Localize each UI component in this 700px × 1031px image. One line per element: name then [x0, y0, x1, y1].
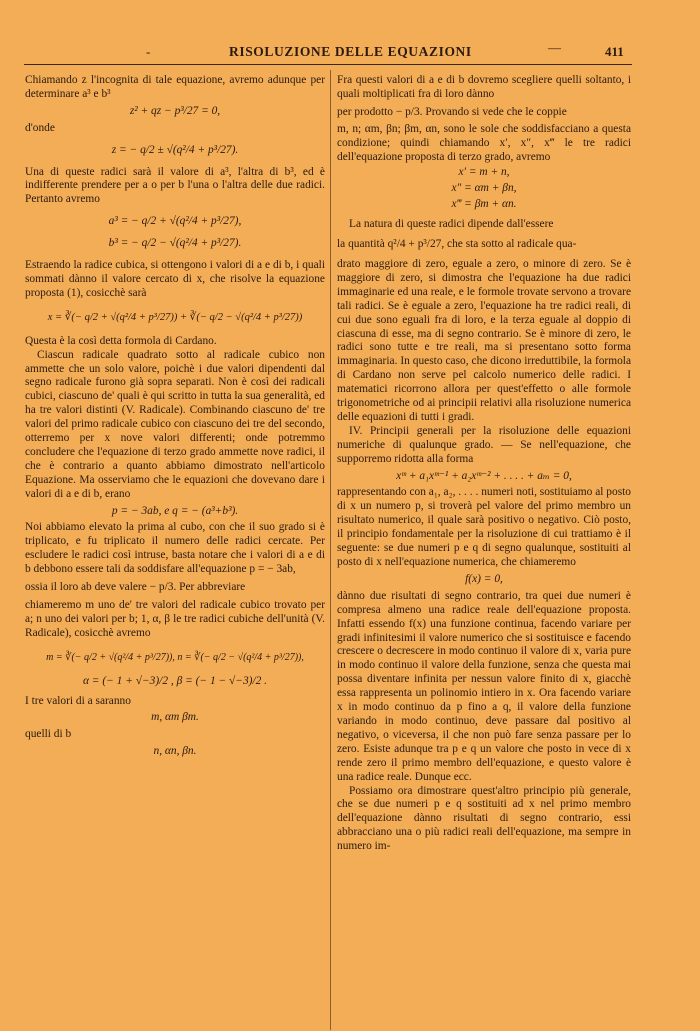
equation: p = − 3ab, e q = − (a³+b³).	[111, 504, 239, 517]
paragraph: Noi abbiamo elevato la prima al cubo, con che il suo grado si è triplicato, e fu triplicato il numero delle radici cercate. Per escludere le radici così intruse, basta notare che i valori di a e di b debbono essere tali da soddisfare all'equazione p = − 3ab,	[25, 521, 325, 576]
equation: x′ = m + n,	[458, 166, 510, 179]
paragraph: per prodotto − p/3. Provando si vede che le coppie	[337, 105, 567, 118]
equation: m = ∛(− q/2 + √(q²/4 + p³/27)), n = ∛(− q/2 − √(q²/4 + p³/27)),	[46, 651, 304, 663]
paragraph: Ciascun radicale quadrato sotto al radicale cubico non ammette che un solo valore, poichè i due valori dipendenti dal segno radicale furono già sopra separati. Non è così dei radicali cubici, ciascuno de' quali è qui scritto in tutta la sua generalità, ed ha tre valori distinti (V. Radicale). Combinando ciascuno de' tre valori del primo radicale cubico con ciascuno dei tre del secondo, otterremo per x nove valori differenti; onde potremmo concludere che l'equazione di terzo grado ammette nove radici, il che è contrario a quanto abbiamo dimostrato nell'articolo Equazione. Ma osserviamo che le equazioni che dovevano dare i valori di a e di b, erano	[25, 348, 325, 500]
page-number: 411	[605, 44, 624, 59]
paragraph: Chiamando z l'incognita di tale equazione, avremo adunque per determinare a³ e b³	[25, 74, 325, 100]
running-header	[0, 40, 700, 64]
paragraph: drato maggiore di zero, eguale a zero, o minore di zero. Se è maggiore di zero, si dimostra che l'equazione ha due radici immaginarie ed una reale, e le formole trovate servono a trovare tali radici. Se è eguale a zero, l'equazione ha tre radici reali, di cui due sono eguali fra di loro, e la terza eguale al doppio di ciascuna di esse, ma di segno contrario. Se è minore di zero, le radici sono tutte e tre reali, ma si presentano sotto forma immaginaria. In questo caso, che dicono irreduttibile, la formola di Cardano non serve pel calcolo numerico delle radici. I matematici ricorrono allora per quest'effetto o alle formole trigonometriche od ai principii relativi alla risoluzione numerica delle equazioni di tutti i gradi.	[337, 257, 631, 423]
equation: n, αn, βn.	[153, 745, 197, 758]
paragraph: quelli di b	[25, 728, 72, 741]
paragraph: rappresentando con a₁, a₂, . . . . numeri noti, sostituiamo al posto di x un numero p, si troverà pel valore del primo membro un risultato numerico, il quale sarà positivo o negativo. Ciò posto, il principio fondamentale per la risoluzione di cui trattiamo è il seguente: se due numeri p e q di segno qualunque, sostituiti al posto di x nell'equazione numerica, che chiameremo	[337, 486, 631, 568]
paragraph: ossia il loro ab deve valere − p/3. Per abbreviare	[25, 581, 246, 594]
paragraph: I tre valori di a saranno	[25, 694, 131, 707]
header-dash: -	[146, 44, 151, 59]
equation: f(x) = 0,	[465, 572, 503, 585]
paragraph: la quantità q²/4 + p³/27, che sta sotto al radicale qua-	[337, 238, 577, 251]
paragraph: m, n; αm, βn; βm, αn, sono le sole che soddisfacciano a questa condizione; quindi chiamando x′, x″, x‴ le tre radici dell'equazione proposta di terzo grado, avremo	[337, 122, 631, 163]
equation: z = − q/2 ± √(q²/4 + p³/27).	[111, 143, 239, 156]
paragraph: Estraendo la radice cubica, si ottengono i valori di a e di b, i quali sommati dànno il valore cercato di x, che risolve la equazione proposta (1), cosicchè sarà	[25, 259, 325, 299]
equation: m, αm βm.	[151, 711, 199, 724]
header-dash-right: —	[548, 40, 561, 55]
equation: xᵐ + a₁xᵐ⁻¹ + a₂xᵐ⁻² + . . . . + aₘ = 0,	[396, 469, 572, 482]
paragraph: dànno due risultati di segno contrario, tra quei due numeri è compresa almeno una radice reale dell'equazione proposta. Infatti essendo f(x) una funzione continua, facendo variare per gradi infinitesimi il valore numerico che si sostituisce e facendo crescere o decrescere in modo continuo il valore di x, varia pure in modo continuo il valore della funzione, senza che questa mai possa diventare infinita per nessun valore finito di x, giacchè essa rappresenta un polinomio intiero in x. Ora facendo variare x in modo continuo da p fino a q, il valore della funzione variando in modo continuo, deve passare dal positivo al negativo, o viceversa, il che non può fare senza passare per lo zero. Esiste adunque tra p e q un valore che posto in vece di x rende zero il primo membro dell'equazione, e questo valore è una radice reale. Dunque ecc.	[337, 589, 631, 783]
paragraph: Possiamo ora dimostrare quest'altro principio più generale, che se due numeri p e q sostituiti ad x nel primo membro dell'equazione dànno risultati di segno contrario, essi abbracciano una o più radici reali dell'equazione, ma sempre in numero im-	[337, 784, 631, 853]
equation: x″ = αm + βn,	[451, 182, 517, 195]
equation: b³ = − q/2 − √(q²/4 + p³/27).	[108, 237, 242, 250]
paragraph: chiameremo m uno de' tre valori del radicale cubico trovato per a; n uno dei valori per b; 1, α, β le tre radici cubiche dell'unità (V. Radicale), cosicchè avremo	[25, 599, 325, 639]
paragraph: Fra questi valori di a e di b dovremo scegliere quelli soltanto, i quali moltiplicati fra di loro dànno	[337, 74, 631, 100]
right-column	[337, 74, 631, 854]
equation: a³ = − q/2 + √(q²/4 + p³/27),	[108, 215, 242, 228]
header-title: RISOLUZIONE DELLE EQUAZIONI	[229, 44, 472, 59]
paragraph: d'onde	[25, 121, 55, 134]
column-divider	[330, 70, 331, 1030]
equation: z² + qz − p³/27 = 0,	[129, 104, 221, 117]
left-column	[25, 74, 325, 762]
paragraph: IV. Principii generali per la risoluzione delle equazioni numeriche di qualunque grado. — Se nell'equazione, che supporremo ridotta alla forma	[337, 424, 631, 465]
equation: x = ∛(− q/2 + √(q²/4 + p³/27)) + ∛(− q/2 − √(q²/4 + p³/27))	[47, 311, 303, 323]
paragraph: Questa è la così detta formola di Cardano.	[25, 334, 217, 347]
header-rule	[24, 64, 632, 65]
equation: x‴ = βm + αn.	[451, 198, 517, 211]
paragraph: La natura di queste radici dipende dall'essere	[349, 218, 554, 231]
paragraph: Una di queste radici sarà il valore di a³, l'altra di b³, ed è indifferente prendere per a o per b l'una o l'altra delle due radici. Pertanto avremo	[25, 165, 325, 206]
equation: α = (− 1 + √−3)/2 , β = (− 1 − √−3)/2 .	[82, 674, 268, 687]
